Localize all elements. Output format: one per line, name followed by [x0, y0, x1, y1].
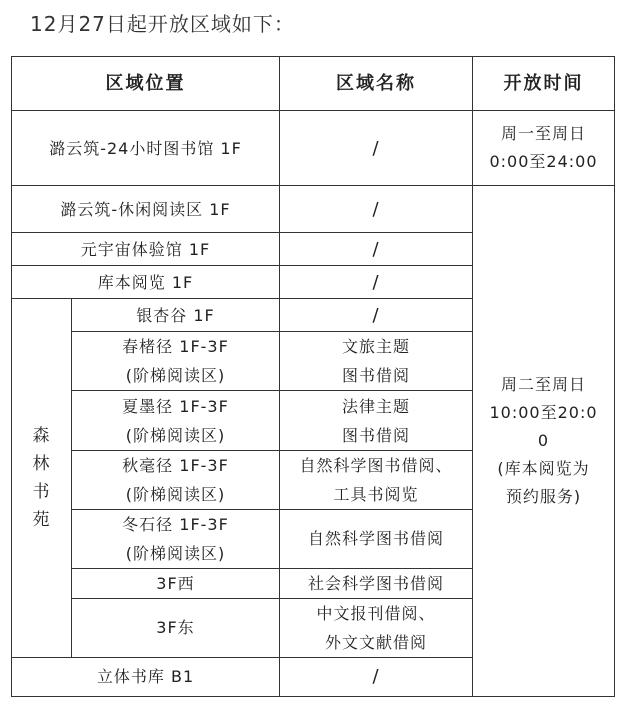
header-row [12, 57, 615, 111]
name-cell: 法律主题 图书借阅 [280, 391, 473, 450]
location-cell: 冬石径 1F-3F (阶梯阅读区) [72, 509, 280, 568]
hours-line: 周一至周日 [500, 124, 586, 144]
header-location: 区域位置 [12, 57, 280, 111]
location-cell: 潞云筑-休闲阅读区 1F [12, 186, 280, 233]
opening-hours-table [11, 56, 615, 697]
name-cell: 自然科学图书借阅、 工具书阅览 [280, 450, 473, 509]
hours-line: 周二至周日 [500, 375, 586, 395]
name-cell: / [280, 657, 473, 696]
name-cell: 自然科学图书借阅 [280, 509, 473, 568]
name-cell: / [280, 299, 473, 332]
hours-line: 10:00至20:0 [489, 403, 598, 423]
location-cell: 春楮径 1F-3F (阶梯阅读区) [72, 332, 280, 391]
hours-line: 0 [537, 431, 550, 451]
location-cell: 银杏谷 1F [72, 299, 280, 332]
header-name: 区域名称 [280, 57, 473, 111]
location-cell: 夏墨径 1F-3F (阶梯阅读区) [72, 391, 280, 450]
hours-cell [473, 186, 615, 697]
hours-line: 预约服务) [505, 487, 582, 507]
name-cell: / [280, 233, 473, 266]
hours-line: (库本阅览为 [497, 459, 590, 479]
location-cell: 3F西 [72, 568, 280, 598]
name-cell: 中文报刊借阅、 外文文献借阅 [280, 598, 473, 657]
header-hours: 开放时间 [473, 57, 615, 111]
location-cell: 库本阅览 1F [12, 266, 280, 299]
table-row [12, 186, 615, 233]
table-row [12, 111, 615, 186]
location-cell: 立体书库 B1 [12, 657, 280, 696]
name-cell: 文旅主题 图书借阅 [280, 332, 473, 391]
location-cell: 元宇宙体验馆 1F [12, 233, 280, 266]
location-cell: 潞云筑-24小时图书馆 1F [12, 111, 280, 186]
name-cell: / [280, 186, 473, 233]
name-cell: / [280, 266, 473, 299]
hours-line: 0:00至24:00 [489, 152, 598, 172]
intro-text: 12月27日起开放区域如下： [30, 12, 295, 36]
name-cell: / [280, 111, 473, 186]
hours-cell [473, 111, 615, 186]
location-cell: 秋毫径 1F-3F (阶梯阅读区) [72, 450, 280, 509]
group-label-senlin-shuyuan: 森 林 书 苑 [12, 299, 72, 657]
location-cell: 3F东 [72, 598, 280, 657]
name-cell: 社会科学图书借阅 [280, 568, 473, 598]
